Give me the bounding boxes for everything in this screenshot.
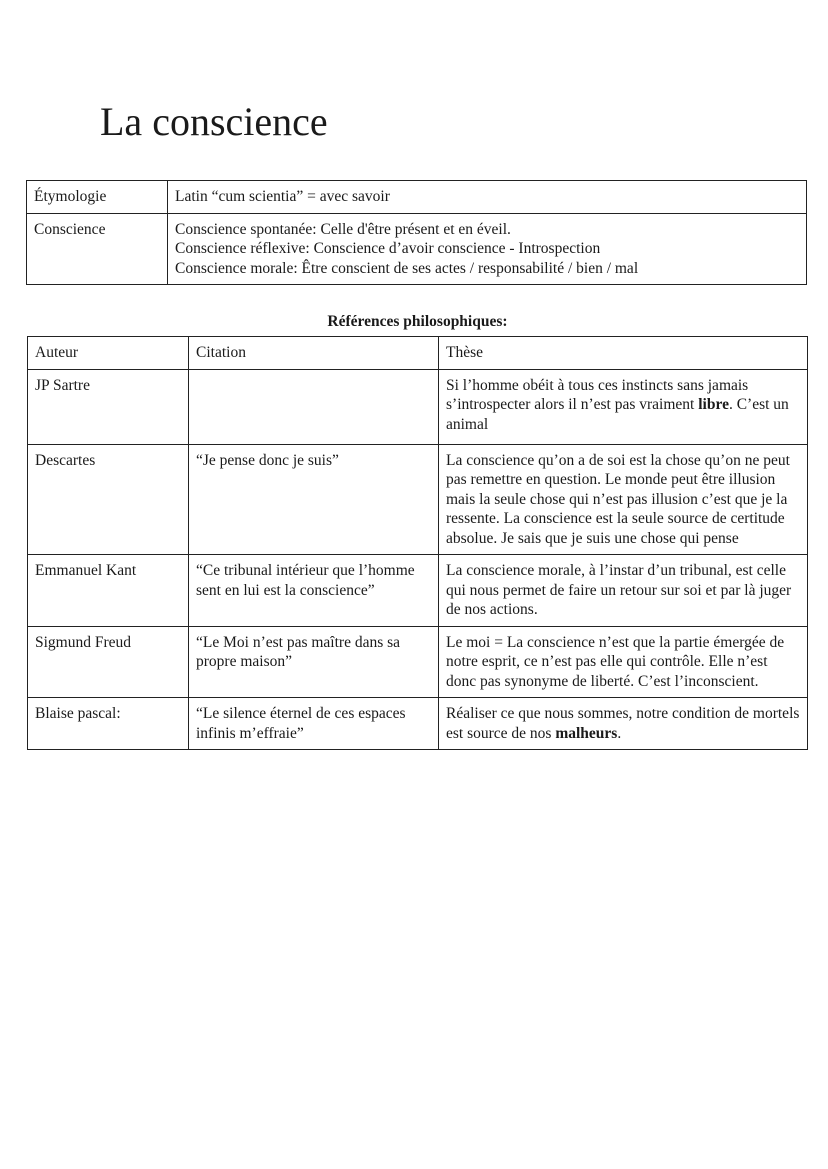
quote-cell: “Ce tribunal intérieur que l’homme sent en lui est la conscience”: [189, 555, 439, 627]
thesis-cell: [439, 698, 808, 750]
definition-line: Conscience spontanée: Celle d'être présent et en éveil.: [175, 220, 511, 238]
thesis-text: Si l’homme obéit à tous ces instincts sans jamais s’introspecter alors il n’est pas vraiment: [446, 376, 749, 413]
thesis-cell: [439, 369, 808, 444]
table-row: [27, 213, 807, 285]
definitions-table: [26, 180, 807, 285]
page-title: La conscience: [100, 99, 328, 144]
term-cell: Conscience: [27, 213, 168, 285]
author-cell: JP Sartre: [28, 369, 189, 444]
quote-cell: “Le silence éternel de ces espaces infinis m’effraie”: [189, 698, 439, 750]
quote-cell: “Je pense donc je suis”: [189, 444, 439, 555]
references-table: [27, 336, 808, 750]
definition-line: Conscience réflexive: Conscience d’avoir conscience - Introspection: [175, 240, 601, 257]
author-cell: Blaise pascal:: [28, 698, 189, 750]
column-header-thesis: Thèse: [439, 337, 808, 370]
thesis-cell: Le moi = La conscience n’est que la partie émergée de notre esprit, ce n’est pas elle qui contrôle. Elle n’est donc pas synonyme de liberté. C’est l’inconscient.: [439, 626, 808, 698]
column-header-quote: Citation: [189, 337, 439, 370]
table-row: [28, 698, 808, 750]
author-cell: Emmanuel Kant: [28, 555, 189, 627]
table-row: [27, 181, 807, 214]
quote-cell: “Le Moi n’est pas maître dans sa propre maison”: [189, 626, 439, 698]
thesis-text: Réaliser ce que nous sommes, notre condition de mortels est source de nos: [446, 705, 800, 742]
author-cell: Descartes: [28, 444, 189, 555]
quote-cell: [189, 369, 439, 444]
section-heading: Références philosophiques:: [327, 313, 508, 330]
definition-cell: [168, 213, 807, 285]
thesis-cell: La conscience qu’on a de soi est la chose qu’on ne peut pas remettre en question. Le monde peut être illusion mais la seule chose qui n’est pas illusion c’est que je la ressente. La conscience est la seule source de certitude absolue. Je sais que je suis une chose qui pense: [439, 444, 808, 555]
thesis-text: . C’est un animal: [446, 396, 789, 433]
thesis-emphasis: libre: [698, 396, 729, 413]
column-header-author: Auteur: [28, 337, 189, 370]
definition-line: Latin “cum scientia” = avec savoir: [175, 188, 390, 205]
table-row: [28, 626, 808, 698]
table-row: [28, 444, 808, 555]
definition-line: Conscience morale: Être conscient de ses actes / responsabilité / bien / mal: [175, 259, 639, 277]
thesis-cell: La conscience morale, à l’instar d’un tribunal, est celle qui nous permet de faire un retour sur soi et par là juger de nos actions.: [439, 555, 808, 627]
table-row: [28, 555, 808, 627]
thesis-emphasis: malheurs: [555, 724, 618, 742]
term-cell: Étymologie: [27, 181, 168, 214]
author-cell: Sigmund Freud: [28, 626, 189, 698]
definition-cell: [168, 181, 807, 214]
table-header-row: [28, 337, 808, 370]
thesis-text: .: [617, 724, 622, 742]
table-row: [28, 369, 808, 444]
